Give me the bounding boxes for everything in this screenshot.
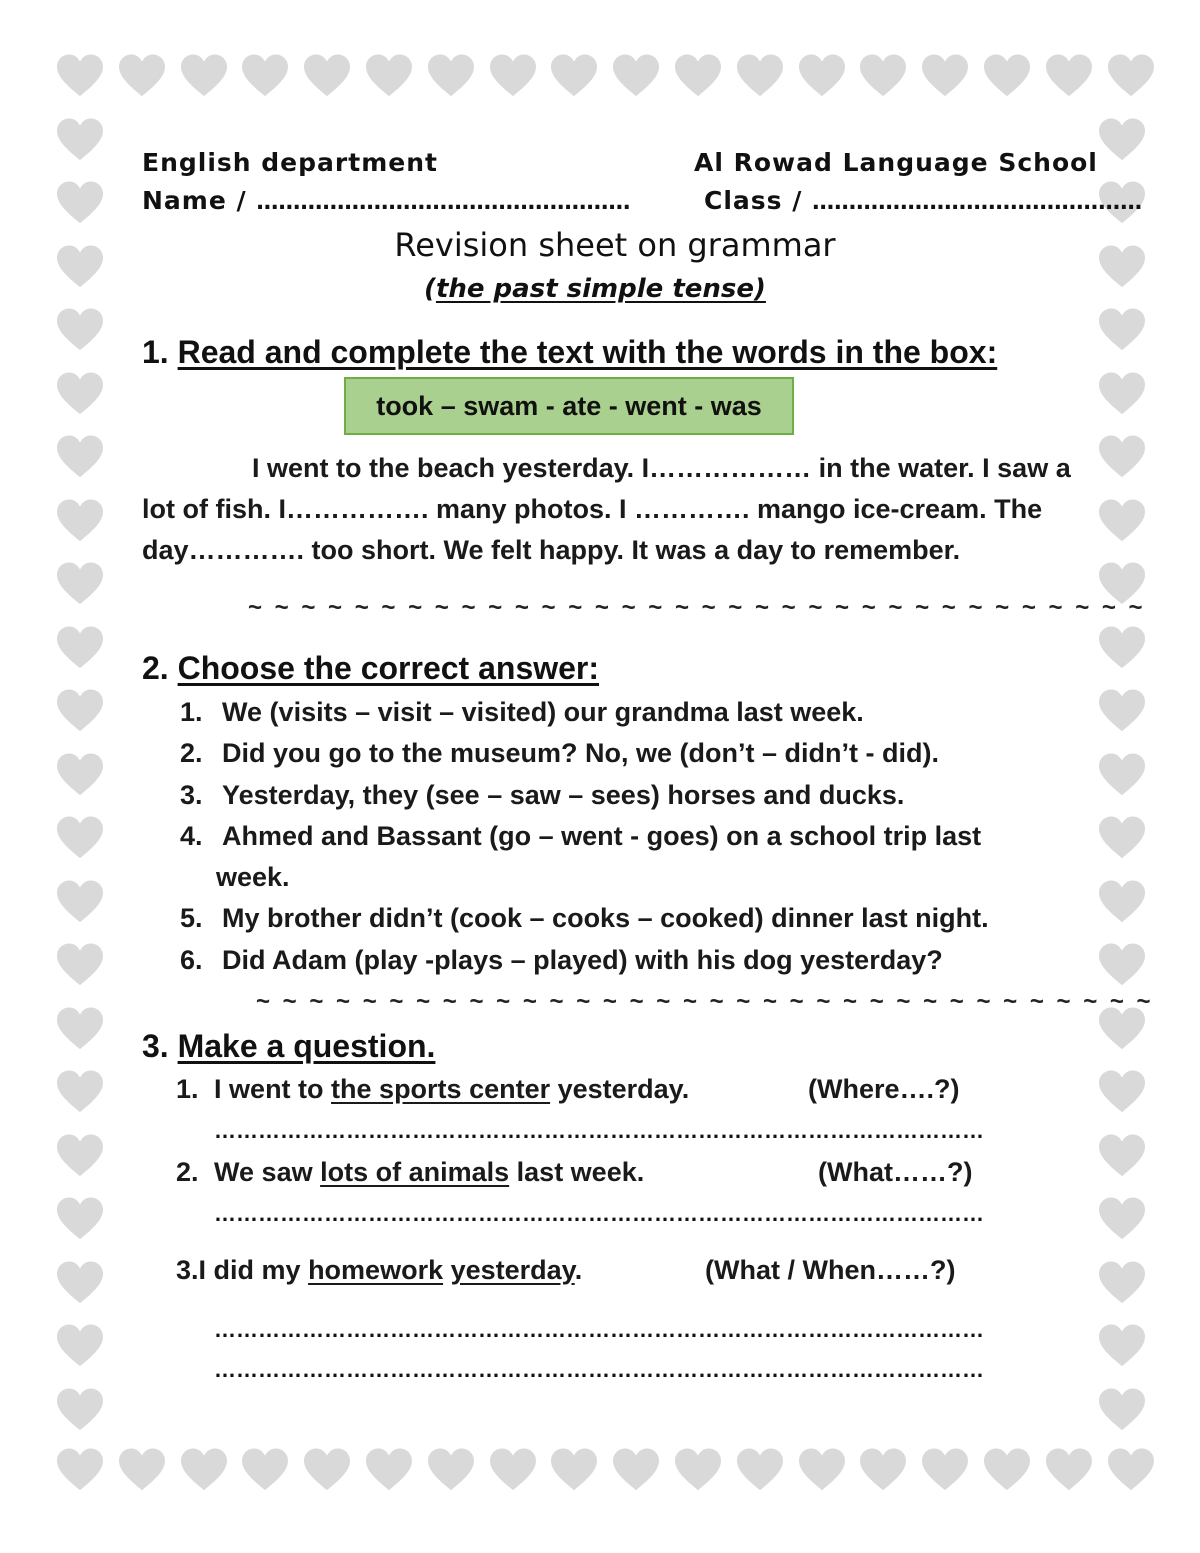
passage-line-1: I went to the beach yesterday. I……………… in the water. I saw a bbox=[252, 453, 1071, 483]
list-item bbox=[180, 903, 989, 934]
heart-icon bbox=[799, 53, 845, 99]
passage-line-3: day…………. too short. We felt happy. It was a day to remember. bbox=[142, 535, 961, 565]
heart-icon bbox=[57, 498, 103, 544]
question-number: 3. bbox=[176, 1255, 199, 1285]
heart-icon bbox=[57, 1387, 103, 1433]
list-item bbox=[180, 821, 981, 852]
heart-icon bbox=[428, 53, 474, 99]
heart-icon bbox=[428, 1447, 474, 1493]
heart-icon bbox=[551, 53, 597, 99]
heart-icon bbox=[1046, 53, 1092, 99]
name-label: Name / bbox=[142, 186, 247, 215]
list-item bbox=[180, 697, 864, 728]
heart-icon bbox=[922, 1447, 968, 1493]
question-1 bbox=[176, 1074, 689, 1105]
question-number: 2. bbox=[176, 1157, 199, 1187]
heart-icon bbox=[366, 1447, 412, 1493]
heart-icon bbox=[57, 1260, 103, 1306]
heart-icon bbox=[57, 625, 103, 671]
heart-icon bbox=[613, 1447, 659, 1493]
heart-icon bbox=[860, 53, 906, 99]
section1-title: Read and complete the text with the words in the box: bbox=[177, 334, 998, 370]
heart-icon bbox=[675, 53, 721, 99]
item-text: Yesterday, they (see – saw – sees) horses and ducks. bbox=[222, 780, 905, 810]
heart-icon bbox=[490, 53, 536, 99]
heart-icon bbox=[1099, 1133, 1145, 1179]
item-number: 5. bbox=[180, 903, 203, 933]
underlined-phrase: homework bbox=[308, 1255, 444, 1285]
list-item-continuation: week. bbox=[216, 862, 290, 892]
heart-icon bbox=[1099, 688, 1145, 734]
item-text: Ahmed and Bassant (go – went - goes) on a school trip last bbox=[222, 821, 982, 851]
class-label: Class / bbox=[704, 186, 803, 215]
heart-icon bbox=[1099, 1196, 1145, 1242]
heart-icon bbox=[1099, 1323, 1145, 1369]
item-text: Did Adam (play -plays – played) with his dog yesterday? bbox=[222, 945, 943, 975]
item-number: 2. bbox=[180, 738, 203, 768]
heart-icon bbox=[119, 1447, 165, 1493]
question-2 bbox=[176, 1157, 644, 1188]
section3-number: 3. bbox=[142, 1028, 169, 1064]
question-2-hint: (What……?) bbox=[818, 1157, 973, 1187]
class-field bbox=[704, 186, 1142, 215]
heart-icon bbox=[181, 1447, 227, 1493]
passage-line-2: lot of fish. I……………. many photos. I …………. mango ice-cream. The bbox=[142, 494, 1043, 524]
name-blank: …………………………………………… bbox=[256, 190, 631, 215]
heart-icon bbox=[1099, 371, 1145, 417]
list-item bbox=[180, 738, 939, 769]
heart-icon bbox=[57, 1447, 103, 1493]
question-text: yesterday. bbox=[550, 1074, 690, 1104]
school-name: Al Rowad Language School bbox=[694, 148, 1098, 177]
heart-icon bbox=[57, 117, 103, 163]
question-text bbox=[443, 1255, 451, 1285]
heart-icon bbox=[57, 1133, 103, 1179]
heart-icon bbox=[57, 942, 103, 988]
question-text: We saw bbox=[214, 1157, 321, 1187]
heart-icon bbox=[860, 1447, 906, 1493]
answer-line: …………………………………………………………………………………………… bbox=[214, 1317, 984, 1342]
question-text: I did my bbox=[198, 1255, 309, 1285]
heart-icon bbox=[57, 688, 103, 734]
heart-icon bbox=[242, 53, 288, 99]
item-number: 4. bbox=[180, 821, 203, 851]
item-number: 6. bbox=[180, 945, 203, 975]
heart-icon bbox=[304, 1447, 350, 1493]
underlined-phrase: the sports center bbox=[331, 1074, 551, 1104]
section2-number: 2. bbox=[142, 650, 169, 686]
item-text: My brother didn’t (cook – cooks – cooked) dinner last night. bbox=[222, 903, 989, 933]
heart-icon bbox=[57, 1006, 103, 1052]
section1-number: 1. bbox=[142, 334, 169, 370]
heart-icon bbox=[57, 307, 103, 353]
question-1-hint: (Where….?) bbox=[808, 1074, 960, 1104]
heart-icon bbox=[1099, 1387, 1145, 1433]
heart-icon bbox=[613, 53, 659, 99]
section3-title: Make a question. bbox=[177, 1028, 436, 1064]
heart-icon bbox=[57, 53, 103, 99]
heart-icon bbox=[490, 1447, 536, 1493]
heart-icon bbox=[1108, 1447, 1154, 1493]
heart-icon bbox=[984, 1447, 1030, 1493]
heart-icon bbox=[1099, 625, 1145, 671]
section2-heading bbox=[142, 650, 599, 687]
item-text: Did you go to the museum? No, we (don’t – didn’t - did). bbox=[222, 738, 939, 768]
department-label: English department bbox=[142, 148, 438, 177]
answer-line: …………………………………………………………………………………………… bbox=[214, 1201, 984, 1226]
heart-icon bbox=[242, 1447, 288, 1493]
heart-icon bbox=[1099, 498, 1145, 544]
answer-line: …………………………………………………………………………………………… bbox=[214, 1118, 984, 1143]
word-box: took – swam - ate - went - was bbox=[344, 377, 794, 435]
heart-icon bbox=[304, 53, 350, 99]
heart-icon bbox=[1099, 434, 1145, 480]
heart-icon bbox=[1099, 879, 1145, 925]
underlined-phrase: yesterday bbox=[450, 1255, 575, 1285]
question-3-hint: (What / When……?) bbox=[705, 1255, 956, 1285]
heart-icon bbox=[984, 53, 1030, 99]
answer-line: …………………………………………………………………………………………… bbox=[214, 1357, 984, 1382]
question-text: . bbox=[574, 1255, 583, 1285]
heart-icon bbox=[922, 53, 968, 99]
item-text: We (visits – visit – visited) our grandma last week. bbox=[222, 697, 864, 727]
class-blank: ……………………………………… bbox=[812, 190, 1143, 215]
list-item bbox=[180, 945, 943, 976]
heart-icon bbox=[737, 53, 783, 99]
heart-icon bbox=[551, 1447, 597, 1493]
page-subtitle bbox=[0, 274, 1190, 304]
heart-icon bbox=[675, 1447, 721, 1493]
heart-icon bbox=[1099, 815, 1145, 861]
heart-icon bbox=[1099, 752, 1145, 798]
heart-icon bbox=[737, 1447, 783, 1493]
item-number: 3. bbox=[180, 780, 203, 810]
section3-heading bbox=[142, 1028, 435, 1065]
heart-icon bbox=[1099, 307, 1145, 353]
subtitle-text: the past simple tense) bbox=[435, 274, 766, 304]
subtitle-paren: ( bbox=[424, 274, 436, 304]
question-text: I went to bbox=[214, 1074, 332, 1104]
heart-icon bbox=[119, 53, 165, 99]
heart-icon bbox=[57, 371, 103, 417]
heart-icon bbox=[57, 879, 103, 925]
heart-icon bbox=[799, 1447, 845, 1493]
question-3 bbox=[176, 1255, 582, 1286]
separator-1: ~ ~ ~ ~ ~ ~ ~ ~ ~ ~ ~ ~ ~ ~ ~ ~ ~ ~ ~ ~ ~ ~ ~ ~ ~ ~ ~ ~ ~ ~ ~ ~ ~ ~ bbox=[248, 594, 1146, 621]
heart-icon bbox=[57, 1196, 103, 1242]
section1-heading bbox=[142, 334, 997, 371]
section2-title: Choose the correct answer: bbox=[177, 650, 600, 686]
heart-icon bbox=[57, 1323, 103, 1369]
heart-icon bbox=[181, 53, 227, 99]
heart-icon bbox=[1099, 117, 1145, 163]
question-text: last week. bbox=[509, 1157, 645, 1187]
heart-icon bbox=[57, 752, 103, 798]
item-number: 1. bbox=[180, 697, 203, 727]
heart-icon bbox=[57, 180, 103, 226]
name-field bbox=[142, 186, 630, 215]
heart-icon bbox=[57, 1069, 103, 1115]
heart-icon bbox=[1099, 942, 1145, 988]
page-title: Revision sheet on grammar bbox=[394, 226, 836, 264]
heart-icon bbox=[1099, 1069, 1145, 1115]
heart-icon bbox=[57, 561, 103, 607]
heart-icon bbox=[57, 434, 103, 480]
separator-2: ~ ~ ~ ~ ~ ~ ~ ~ ~ ~ ~ ~ ~ ~ ~ ~ ~ ~ ~ ~ ~ ~ ~ ~ ~ ~ ~ ~ ~ ~ ~ ~ ~ ~ bbox=[256, 988, 1154, 1015]
list-item bbox=[180, 780, 904, 811]
heart-icon bbox=[366, 53, 412, 99]
question-number: 1. bbox=[176, 1074, 199, 1104]
heart-icon bbox=[1099, 1260, 1145, 1306]
heart-icon bbox=[57, 815, 103, 861]
heart-icon bbox=[1108, 53, 1154, 99]
heart-icon bbox=[1046, 1447, 1092, 1493]
underlined-phrase: lots of animals bbox=[320, 1157, 510, 1187]
